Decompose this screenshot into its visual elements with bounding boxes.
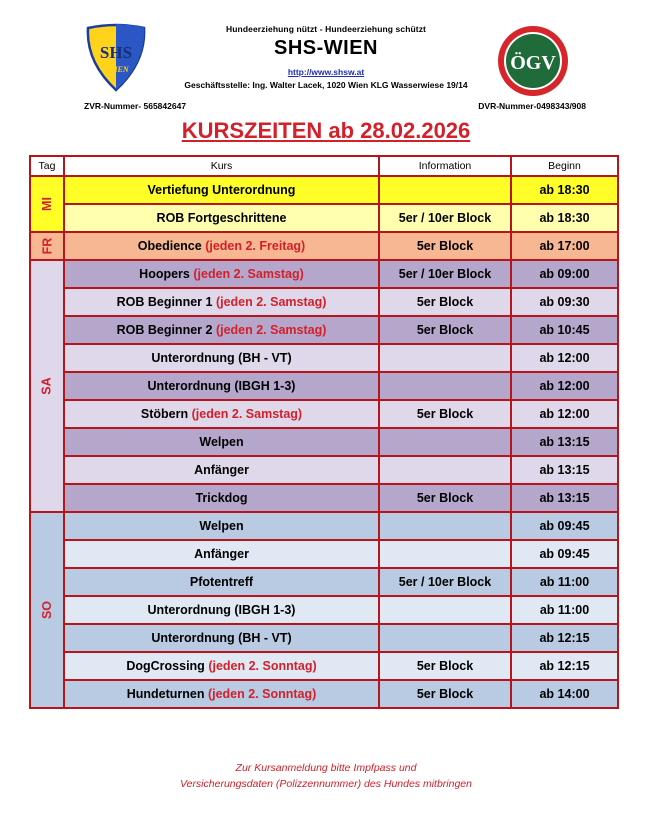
start-time-cell: ab 13:15 xyxy=(511,484,618,512)
start-time-cell: ab 12:15 xyxy=(511,652,618,680)
header-info: Information xyxy=(379,156,511,176)
table-row xyxy=(30,400,618,428)
info-cell xyxy=(379,428,511,456)
table-row xyxy=(30,316,618,344)
day-label: SO xyxy=(40,600,54,620)
start-time-cell: ab 09:45 xyxy=(511,512,618,540)
day-cell-fr xyxy=(30,232,64,260)
table-row xyxy=(30,372,618,400)
course-name: Welpen xyxy=(199,519,244,533)
course-cell xyxy=(64,624,379,652)
info-cell xyxy=(379,596,511,624)
start-time-cell: ab 18:30 xyxy=(511,176,618,204)
course-cell xyxy=(64,372,379,400)
day-cell-so xyxy=(30,512,64,708)
course-cell xyxy=(64,596,379,624)
course-name: Hundeturnen xyxy=(126,687,205,701)
dvr-number: DVR-Nummer-0498343/908 xyxy=(478,101,586,111)
start-time-cell: ab 09:30 xyxy=(511,288,618,316)
course-cell xyxy=(64,232,379,260)
table-row xyxy=(30,288,618,316)
table-row xyxy=(30,428,618,456)
footer-line-2: Versicherungsdaten (Polizzennummer) des Hundes mitbringen xyxy=(179,778,472,790)
course-cell xyxy=(64,176,379,204)
table-row xyxy=(30,624,618,652)
course-name: Obedience xyxy=(137,239,202,253)
info-cell xyxy=(379,372,511,400)
info-cell xyxy=(379,456,511,484)
info-cell: 5er / 10er Block xyxy=(379,568,511,596)
info-cell: 5er Block xyxy=(379,484,511,512)
footer-note xyxy=(0,760,652,792)
info-cell xyxy=(379,624,511,652)
start-time-cell: ab 14:00 xyxy=(511,680,618,708)
course-name: Welpen xyxy=(199,435,244,449)
table-row xyxy=(30,260,618,288)
start-time-cell: ab 13:15 xyxy=(511,456,618,484)
course-cell xyxy=(64,540,379,568)
course-name: Unterordnung (IBGH 1-3) xyxy=(147,603,296,617)
day-label: MI xyxy=(39,197,54,211)
start-time-cell: ab 12:00 xyxy=(511,400,618,428)
course-cell xyxy=(64,260,379,288)
table-header-row xyxy=(30,156,618,176)
course-name: Unterordnung (IBGH 1-3) xyxy=(147,379,296,393)
course-cell xyxy=(64,652,379,680)
footer-line-1: Zur Kursanmeldung bitte Impfpass und xyxy=(235,762,417,774)
info-cell: 5er / 10er Block xyxy=(379,204,511,232)
info-cell: 5er Block xyxy=(379,288,511,316)
course-note: (jeden 2. Samstag) xyxy=(215,323,327,337)
day-cell-mi xyxy=(30,176,64,232)
info-cell: 5er Block xyxy=(379,652,511,680)
course-note: (jeden 2. Sonntag) xyxy=(207,687,317,701)
info-cell xyxy=(379,540,511,568)
start-time-cell: ab 10:45 xyxy=(511,316,618,344)
table-row xyxy=(30,204,618,232)
info-cell: 5er Block xyxy=(379,232,511,260)
course-name: Unterordnung (BH - VT) xyxy=(151,351,292,365)
course-cell xyxy=(64,456,379,484)
course-name: Vertiefung Unterordnung xyxy=(147,183,296,197)
header-start: Beginn xyxy=(511,156,618,176)
course-note: (jeden 2. Freitag) xyxy=(205,239,306,253)
start-time-cell: ab 13:15 xyxy=(511,428,618,456)
day-label: FR xyxy=(39,237,54,255)
table-row xyxy=(30,176,618,204)
start-time-cell: ab 11:00 xyxy=(511,596,618,624)
start-time-cell: ab 18:30 xyxy=(511,204,618,232)
course-name: Stöbern xyxy=(140,407,189,421)
schedule-body xyxy=(30,176,618,708)
course-name: DogCrossing xyxy=(126,659,205,673)
course-cell xyxy=(64,428,379,456)
start-time-cell: ab 12:15 xyxy=(511,624,618,652)
start-time-cell: ab 12:00 xyxy=(511,372,618,400)
shs-logo-text: SHS xyxy=(99,43,133,62)
course-note: (jeden 2. Sonntag) xyxy=(208,659,317,673)
header-day: Tag xyxy=(30,156,64,176)
table-row xyxy=(30,596,618,624)
shs-logo-subtext: WIEN xyxy=(107,65,129,74)
course-cell xyxy=(64,568,379,596)
table-row xyxy=(30,652,618,680)
day-cell-sa xyxy=(30,260,64,512)
course-name: Anfänger xyxy=(194,547,249,561)
table-row xyxy=(30,568,618,596)
course-cell xyxy=(64,400,379,428)
start-time-cell: ab 09:00 xyxy=(511,260,618,288)
course-note: (jeden 2. Samstag) xyxy=(193,267,304,281)
course-note: (jeden 2. Samstag) xyxy=(191,407,303,421)
day-label: SA xyxy=(40,377,54,395)
course-name: Anfänger xyxy=(194,463,249,477)
course-cell xyxy=(64,288,379,316)
website-link[interactable]: http://www.shsw.at xyxy=(287,67,365,77)
course-name: Unterordnung (BH - VT) xyxy=(151,631,292,645)
table-row xyxy=(30,484,618,512)
page-title: KURSZEITEN ab 28.02.2026 xyxy=(181,118,471,143)
info-cell: 5er / 10er Block xyxy=(379,260,511,288)
course-cell xyxy=(64,204,379,232)
course-name: Trickdog xyxy=(195,491,248,505)
start-time-cell: ab 09:45 xyxy=(511,540,618,568)
course-note: (jeden 2. Samstag) xyxy=(215,295,327,309)
oegv-logo-text: ÖGV xyxy=(510,52,556,74)
zvr-number: ZVR-Nummer- 565842647 xyxy=(84,101,187,111)
course-cell xyxy=(64,316,379,344)
info-cell: 5er Block xyxy=(379,400,511,428)
info-cell: 5er Block xyxy=(379,680,511,708)
start-time-cell: ab 12:00 xyxy=(511,344,618,372)
course-cell xyxy=(64,484,379,512)
info-cell: 5er Block xyxy=(379,316,511,344)
info-cell xyxy=(379,344,511,372)
table-row xyxy=(30,456,618,484)
start-time-cell: ab 11:00 xyxy=(511,568,618,596)
schedule-table xyxy=(29,155,619,709)
course-name: Hoopers xyxy=(139,267,190,281)
office-address: Geschäftsstelle: Ing. Walter Lacek, 1020 Wien KLG Wasserwiese 19/14 xyxy=(184,80,468,90)
course-cell xyxy=(64,344,379,372)
course-name: ROB Beginner 1 xyxy=(116,295,213,309)
info-cell xyxy=(379,176,511,204)
table-row xyxy=(30,540,618,568)
info-cell xyxy=(379,512,511,540)
start-time-cell: ab 17:00 xyxy=(511,232,618,260)
club-name: SHS-WIEN xyxy=(274,37,378,59)
header-course: Kurs xyxy=(64,156,379,176)
tagline: Hundeerziehung nützt - Hundeerziehung schützt xyxy=(226,24,426,34)
course-cell xyxy=(64,680,379,708)
course-cell xyxy=(64,512,379,540)
table-row xyxy=(30,680,618,708)
table-row xyxy=(30,512,618,540)
table-row xyxy=(30,344,618,372)
table-row xyxy=(30,232,618,260)
course-name: ROB Beginner 2 xyxy=(116,323,213,337)
course-name: Pfotentreff xyxy=(189,575,254,589)
course-name: ROB Fortgeschrittene xyxy=(156,211,287,225)
